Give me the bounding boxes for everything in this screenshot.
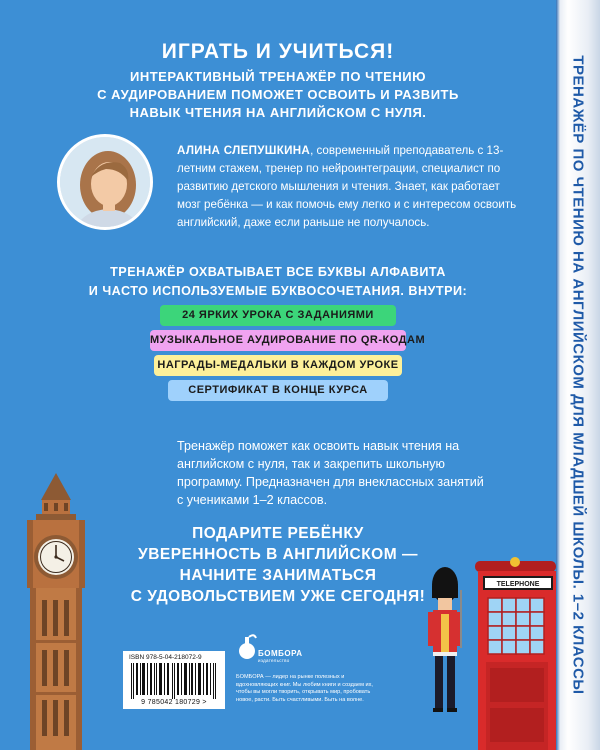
clock-tower [27, 473, 85, 750]
book-description: Тренажёр поможет как освоить навык чтения на английском с нуля, так и закрепить школьную программу. Предназначен для внеклассных занятий с учениками 1–2 классов. [177, 439, 484, 507]
barcode-box [123, 651, 225, 709]
barcode-icon [129, 663, 219, 699]
feature-pill-audio: МУЗЫКАЛЬНОЕ АУДИРОВАНИЕ ПО QR-КОДАМ [150, 330, 406, 351]
feature-pill-medals: НАГРАДЫ-МЕДАЛЬКИ В КАЖДОМ УРОКЕ [154, 355, 402, 376]
author-photo [57, 134, 153, 230]
feature-pill-certificate: СЕРТИФИКАТ В КОНЦЕ КУРСА [168, 380, 388, 401]
hero-intro: ИНТЕРАКТИВНЫЙ ТРЕНАЖЁР ПО ЧТЕНИЮ С АУДИРОВАНИЕМ ПОМОЖЕТ ОСВОИТЬ И РАЗВИТЬ НАВЫК ЧТЕНИЯ НА АНГЛИЙСКОМ С НУЛЯ. [97, 69, 459, 120]
feature-pill-lessons: 24 ЯРКИХ УРОКА С ЗАДАНИЯМИ [160, 305, 396, 326]
barcode-number: 9 785042 180729 > [141, 699, 207, 706]
spine-title: ТРЕНАЖЁР ПО ЧТЕНИЮ НА АНГЛИЙСКОМ ДЛЯ МЛАДШЕЙ ШКОЛЫ. 1–2 КЛАССЫ [569, 55, 587, 695]
isbn-label: ISBN 978-5-04-218072-9 [129, 654, 202, 661]
hero-title: ИГРАТЬ И УЧИТЬСЯ! [161, 40, 395, 63]
publisher-description: БОМБОРА — лидер на рынке полезных и вдохновляющих книг. Мы любим книги и создаем их, чтобы вы могли творить, открывать мир, пробовать новое, расти. Быть счастливыми. Быть на волне. [236, 674, 373, 703]
publisher-subtitle: издательство [258, 658, 290, 663]
call-to-action: ПОДАРИТЕ РЕБЁНКУ УВЕРЕННОСТЬ В АНГЛИЙСКОМ — НАЧНИТЕ ЗАНИМАТЬСЯ С УДОВОЛЬСТВИЕМ УЖЕ СЕГОДНЯ! [130, 525, 426, 605]
author-description: , современный преподаватель с 13-летним стажем, тренер по нейроинтеграции, специалист по развитию детского мышления и чтения. Знает, как работает мозг ребёнка — и как помочь ему легко и с интересом освоить английский, даже если раньше не получалось. [177, 144, 517, 229]
features-intro: ТРЕНАЖЁР ОХВАТЫВАЕТ ВСЕ БУКВЫ АЛФАВИТА И ЧАСТО ИСПОЛЬЗУЕМЫЕ БУКВОСОЧЕТАНИЯ. ВНУТРИ: [88, 265, 468, 298]
publisher-name: БОМБОРА [258, 649, 303, 658]
author-bio [177, 142, 517, 232]
phone-box-sign: TELEPHONE [496, 581, 540, 588]
book-spine [556, 0, 600, 750]
author-name: АЛИНА СЛЕПУШКИНА [177, 144, 311, 157]
